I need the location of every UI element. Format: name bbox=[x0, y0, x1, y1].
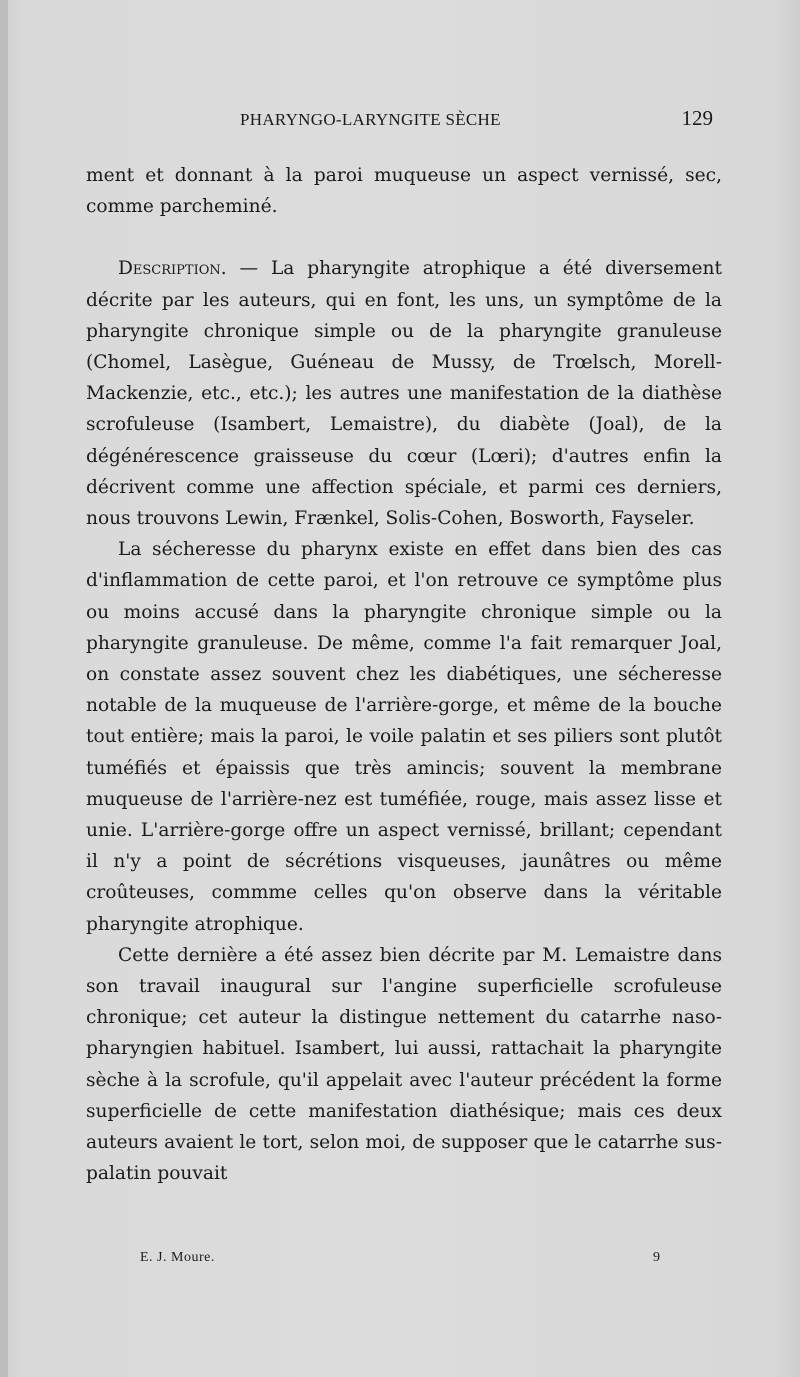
page-number: 129 bbox=[681, 106, 713, 130]
page-edge bbox=[0, 0, 8, 1377]
page-header bbox=[240, 106, 720, 136]
paragraph-description-text: La pharyngite atrophique a été diversement décrite par les auteurs, qui en font, les uns, un symptôme de la pharyngite chronique simple ou de la pharyngite granuleuse (Chomel, Lasègue, Guéneau de Mussy, de Trœlsch, Morell-Mackenzie, etc., etc.); les autres une manifestation de la diathèse scrofuleuse (Isambert, Lemaistre), du diabète (Joal), de la dégénérescence graisseuse du cœur (Lœri); d'autres enfin la décrivent comme une affection spéciale, et parmi ces derniers, nous trouvons Lewin, Frænkel, Solis-Cohen, Bosworth, Fayseler. bbox=[86, 258, 722, 530]
running-head: PHARYNGO-LARYNGITE SÈCHE bbox=[240, 110, 501, 129]
paragraph-continued: ment et donnant à la paroi muqueuse un aspect vernissé, sec, comme parcheminé. bbox=[86, 165, 722, 218]
page-footer bbox=[140, 1250, 660, 1274]
paragraph-lemaistre: Cette dernière a été assez bien décrite par M. Lemaistre dans son travail inaugural sur l'angine superficielle scrofuleuse chronique; cet auteur la distingue nettement du catarrhe naso-pharyngien habituel. Isambert, lui aussi, rattachait la pharyngite sèche à la scrofule, qu'il appelait avec l'auteur précédent la forme superficielle de cette manifestation diathésique; mais ces deux auteurs avaient le tort, selon moi, de supposer que le catarrhe sus-palatin pouvait bbox=[86, 944, 722, 1185]
paragraph-secheresse: La sécheresse du pharynx existe en effet dans bien des cas d'inflammation de cette paroi, et l'on retrouve ce symptôme plus ou moins accusé dans la pharyngite chronique simple ou la pharyngite granuleuse. De même, comme l'a fait remarquer Joal, on constate assez souvent chez les diabétiques, une sécheresse notable de la muqueuse de l'arrière-gorge, et même de la bouche tout entière; mais la paroi, le voile palatin et ses piliers sont plutôt tuméfiés et épaissis que très amincis; souvent la membrane muqueuse de l'arrière-nez est tuméfiée, rouge, mais assez lisse et unie. L'arrière-gorge offre un aspect vernissé, brillant; cependant il n'y a point de sécrétions visqueuses, jaunâtres ou même croûteuses, commme celles qu'on observe dans la véritable pharyngite atrophique. bbox=[86, 539, 722, 935]
section-heading: Description. — bbox=[118, 258, 259, 280]
paragraph-description bbox=[86, 253, 722, 534]
printer-signature: E. J. Moure. bbox=[140, 1250, 215, 1265]
body-text bbox=[86, 160, 722, 1190]
signature-mark: 9 bbox=[653, 1250, 660, 1265]
